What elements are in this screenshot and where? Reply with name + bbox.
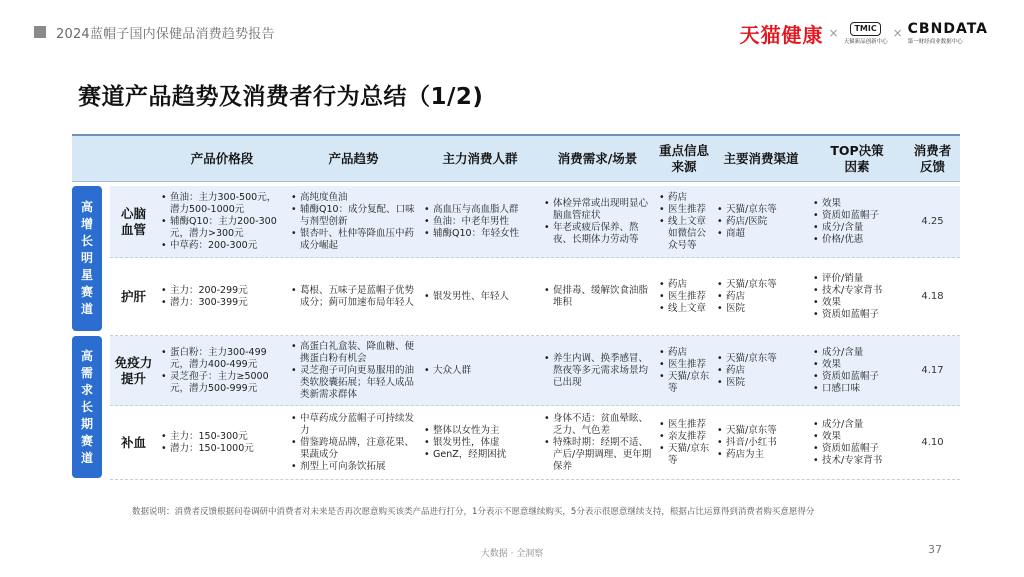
- bullet-list: [716, 353, 777, 389]
- bullet-item: • 辅酶Q10：主力200-300元，潜力>300元: [160, 216, 284, 240]
- bullet-item: • 价格/优惠: [812, 234, 879, 246]
- bullet-item: • 剂型上可向条饮拓展: [290, 461, 417, 473]
- bullet-list: [716, 425, 777, 461]
- bullet-item: • 年老或疲后保养、熬夜、长期体力劳动等: [543, 222, 652, 246]
- bullet-item: • 天猫/京东等: [716, 279, 777, 291]
- bullet-item: • 药店/医院: [716, 216, 777, 228]
- tmall-health-logo: 天猫健康: [739, 22, 824, 47]
- cell-score: 4.18: [921, 290, 944, 302]
- cell-factors: [812, 186, 902, 257]
- bullet-list: [543, 353, 652, 389]
- logo-separator: ×: [892, 26, 903, 40]
- bullet-item: • 葛根、五味子是蓝帽子优势成分；蓟可加速布局年轻人: [290, 285, 417, 309]
- bullet-item: • 天猫/京东等: [716, 353, 777, 365]
- bullet-item: • 效果: [812, 198, 879, 210]
- cell-price: [160, 258, 284, 335]
- bullet-item: • 成分/含量: [812, 419, 882, 431]
- table-row: [110, 406, 960, 480]
- bullet-item: • 效果: [812, 297, 882, 309]
- bullet-item: • 养生内调、换季感冒、熬夜等多元需求场景均已出现: [543, 353, 652, 389]
- bullet-item: • 成分/含量: [812, 347, 879, 359]
- cell-source: [658, 336, 710, 405]
- report-header: [34, 22, 275, 42]
- bullet-item: • 药店: [658, 347, 710, 359]
- bullet-item: • 银杏叶、杜仲等降血压中药成分崛起: [290, 228, 417, 252]
- bullet-item: • 口感口味: [812, 383, 879, 395]
- bullet-item: • 银发男性、年轻人: [423, 291, 509, 303]
- bullet-item: • 灵芝孢子可向更易服用的油类软胶囊拓展；年轻人成品类新需求群体: [290, 365, 417, 401]
- bullet-item: • 医院: [716, 303, 777, 315]
- bullet-list: [160, 347, 284, 395]
- header-needs: 消费需求/场景: [557, 151, 638, 166]
- bullet-item: • 效果: [812, 431, 882, 443]
- bullet-list: [423, 204, 519, 240]
- bullet-item: • 中草药成分蓝帽子可持续发力: [290, 413, 417, 437]
- bullet-item: • 技术/专家背书: [812, 455, 882, 467]
- bullet-item: • 辅酶Q10：年轻女性: [423, 228, 519, 240]
- bullet-item: • 鱼油：中老年男性: [423, 216, 519, 228]
- cell-needs: [543, 186, 652, 257]
- bullet-item: • 大众人群: [423, 365, 471, 377]
- cell-trend: [290, 406, 417, 479]
- cell-needs: [543, 258, 652, 335]
- bullet-item: • 技术/专家背书: [812, 285, 882, 297]
- table-header: [72, 134, 960, 182]
- bullet-item: • 整体以女性为主: [423, 425, 506, 437]
- header-trend: 产品趋势: [328, 151, 379, 166]
- cell-factors: [812, 258, 902, 335]
- bullet-list: [160, 192, 284, 252]
- page-number: 37: [928, 543, 942, 556]
- cell-needs: [543, 336, 652, 405]
- bullet-item: • 借鉴跨境品牌，注意花果、果蔬成分: [290, 437, 417, 461]
- bullet-list: [543, 198, 652, 246]
- bullet-list: [658, 192, 710, 252]
- header-source: 重点信息 来源: [658, 143, 709, 174]
- bullet-list: [290, 413, 417, 473]
- bullet-item: • 潜力：300-399元: [160, 297, 248, 309]
- header-feedback: 消费者 反馈: [913, 143, 952, 174]
- cell-trend: [290, 186, 417, 257]
- bullet-list: [543, 413, 652, 473]
- cell-channel: [716, 186, 806, 257]
- bullet-item: • GenZ，经期困扰: [423, 449, 506, 461]
- bullet-list: [160, 431, 254, 455]
- bullet-item: • 体检异常或出现明显心脑血管症状: [543, 198, 652, 222]
- bullet-item: • 药店: [716, 365, 777, 377]
- cell-source: [658, 406, 710, 479]
- cell-factors: [812, 406, 902, 479]
- header-people: 主力消费人群: [442, 151, 518, 166]
- bullet-list: [290, 341, 417, 401]
- bullet-item: • 高血压与高血脂人群: [423, 204, 519, 216]
- bullet-item: • 高纯度鱼油: [290, 192, 417, 204]
- bullet-item: • 药店: [658, 279, 706, 291]
- bullet-list: [658, 347, 710, 395]
- cell-channel: [716, 406, 806, 479]
- bullet-list: [812, 198, 879, 246]
- bullet-item: • 天猫/京东等: [658, 443, 710, 467]
- bullet-item: • 天猫/京东等: [716, 425, 777, 437]
- bullet-item: • 成分/含量: [812, 222, 879, 234]
- bullet-list: [658, 279, 706, 315]
- tmic-logo: [844, 22, 888, 45]
- bullet-item: • 主力：200-299元: [160, 285, 248, 297]
- table-row: [110, 186, 960, 258]
- cell-price: [160, 336, 284, 405]
- bullet-list: [160, 285, 248, 309]
- group-label-high-demand: 高 需 求 长 期 赛 道: [72, 336, 102, 478]
- bullet-item: • 资质如蓝帽子: [812, 309, 882, 321]
- bullet-item: • 蛋白粉：主力300-499元，潜力400-499元: [160, 347, 284, 371]
- cell-needs: [543, 406, 652, 479]
- bullet-item: • 线上文章: [658, 303, 706, 315]
- cbndata-subtitle: 第一财经商业数据中心: [907, 38, 963, 45]
- bullet-item: • 医院: [716, 377, 777, 389]
- cell-score: 4.17: [921, 364, 944, 376]
- header-price: 产品价格段: [190, 151, 254, 166]
- bullet-item: • 潜力：150-1000元: [160, 443, 254, 455]
- bullet-item: • 资质如蓝帽子: [812, 443, 882, 455]
- bullet-item: • 医生推荐: [658, 204, 710, 216]
- cell-people: [423, 258, 537, 335]
- bullet-list: [423, 365, 471, 377]
- bullet-item: • 医生推荐: [658, 419, 710, 431]
- footer-slogan: 大数据 · 全洞察: [480, 549, 544, 559]
- summary-table: [72, 134, 960, 480]
- bullet-item: • 主力：150-300元: [160, 431, 254, 443]
- partner-logos: [740, 18, 988, 48]
- tmic-subtitle: 天猫新品创新中心: [843, 38, 888, 45]
- bullet-list: [812, 347, 879, 395]
- bullet-item: • 天猫/京东等: [716, 204, 777, 216]
- cell-channel: [716, 258, 806, 335]
- bullet-item: • 商超: [716, 228, 777, 240]
- bullet-item: • 辅酶Q10：成分复配、口味与剂型创新: [290, 204, 417, 228]
- bullet-item: • 医生推荐: [658, 359, 710, 371]
- cell-people: [423, 406, 537, 479]
- report-title: 2024蓝帽子国内保健品消费趋势报告: [56, 26, 275, 42]
- bullet-list: [423, 291, 509, 303]
- cell-channel: [716, 336, 806, 405]
- bullet-list: [290, 285, 417, 309]
- bullet-item: • 高蛋白礼盒装、降血糖、便携蛋白粉有机会: [290, 341, 417, 365]
- cell-price: [160, 406, 284, 479]
- bullet-item: • 抖音/小红书: [716, 437, 777, 449]
- bullet-item: • 特殊时期：经期不适、产后/孕期调理、更年期保养: [543, 437, 652, 473]
- cell-price: [160, 186, 284, 257]
- bullet-list: [658, 419, 710, 467]
- group-label-high-growth: 高 增 长 明 星 赛 道: [72, 186, 102, 331]
- bullet-item: • 医生推荐: [658, 291, 706, 303]
- bullet-item: • 天猫/京东等: [658, 371, 710, 395]
- bullet-item: • 中草药：200-300元: [160, 240, 284, 252]
- cell-trend: [290, 258, 417, 335]
- cell-name: 免疫力 提升: [114, 354, 153, 386]
- bullet-item: • 鱼油：主力300-500元，潜力500-1000元: [160, 192, 284, 216]
- cbndata-wordmark: CBNDATA: [907, 20, 988, 37]
- cell-name: 心脑 血管: [120, 205, 146, 237]
- bullet-list: [543, 285, 652, 309]
- cbndata-logo: [908, 22, 988, 45]
- bullet-list: [423, 425, 506, 461]
- header-channel: 主要消费渠道: [723, 151, 799, 166]
- cell-score: 4.10: [921, 436, 944, 448]
- bullet-item: • 身体不适：贫血晕眩、乏力、气色差: [543, 413, 652, 437]
- table-row: [110, 336, 960, 406]
- cell-factors: [812, 336, 902, 405]
- cell-people: [423, 336, 537, 405]
- bullet-list: [812, 273, 882, 321]
- cell-trend: [290, 336, 417, 405]
- bullet-item: • 评价/销量: [812, 273, 882, 285]
- bullet-list: [812, 419, 882, 467]
- bullet-list: [716, 279, 777, 315]
- cell-score: 4.25: [921, 215, 944, 227]
- bullet-item: • 促排毒、缓解饮食油脂堆积: [543, 285, 652, 309]
- table-row: [110, 258, 960, 336]
- header-square-icon: [34, 26, 46, 38]
- bullet-list: [290, 192, 417, 252]
- bullet-item: • 药店: [658, 192, 710, 204]
- cell-source: [658, 186, 710, 257]
- header-factors: TOP决策 因素: [830, 143, 884, 174]
- page-title: 赛道产品趋势及消费者行为总结（1/2): [78, 84, 484, 110]
- bullet-item: • 线上文章如微信公众号等: [658, 216, 710, 252]
- bullet-item: • 资质如蓝帽子: [812, 210, 879, 222]
- bullet-item: • 灵芝孢子：主力≥5000元，潜力500-999元: [160, 371, 284, 395]
- bullet-item: • 亲友推荐: [658, 431, 710, 443]
- cell-source: [658, 258, 710, 335]
- bullet-item: • 药店: [716, 291, 777, 303]
- bullet-item: • 资质如蓝帽子: [812, 371, 879, 383]
- logo-separator: ×: [828, 26, 839, 40]
- bullet-item: • 效果: [812, 359, 879, 371]
- cell-people: [423, 186, 537, 257]
- tmic-badge: TMIC: [850, 22, 880, 36]
- cell-name: 补血: [120, 434, 146, 450]
- data-note: 数据说明：消费者反馈根据问卷调研中消费者对未来是否再次愿意购买该类产品进行打分，1分表示不愿意继续购买，5分表示很愿意继续支持，根据占比运算得到消费者购买意愿得分: [132, 507, 815, 517]
- bullet-list: [716, 204, 777, 240]
- cell-name: 护肝: [120, 288, 146, 304]
- bullet-item: • 银发男性，体虚: [423, 437, 506, 449]
- bullet-item: • 药店为主: [716, 449, 777, 461]
